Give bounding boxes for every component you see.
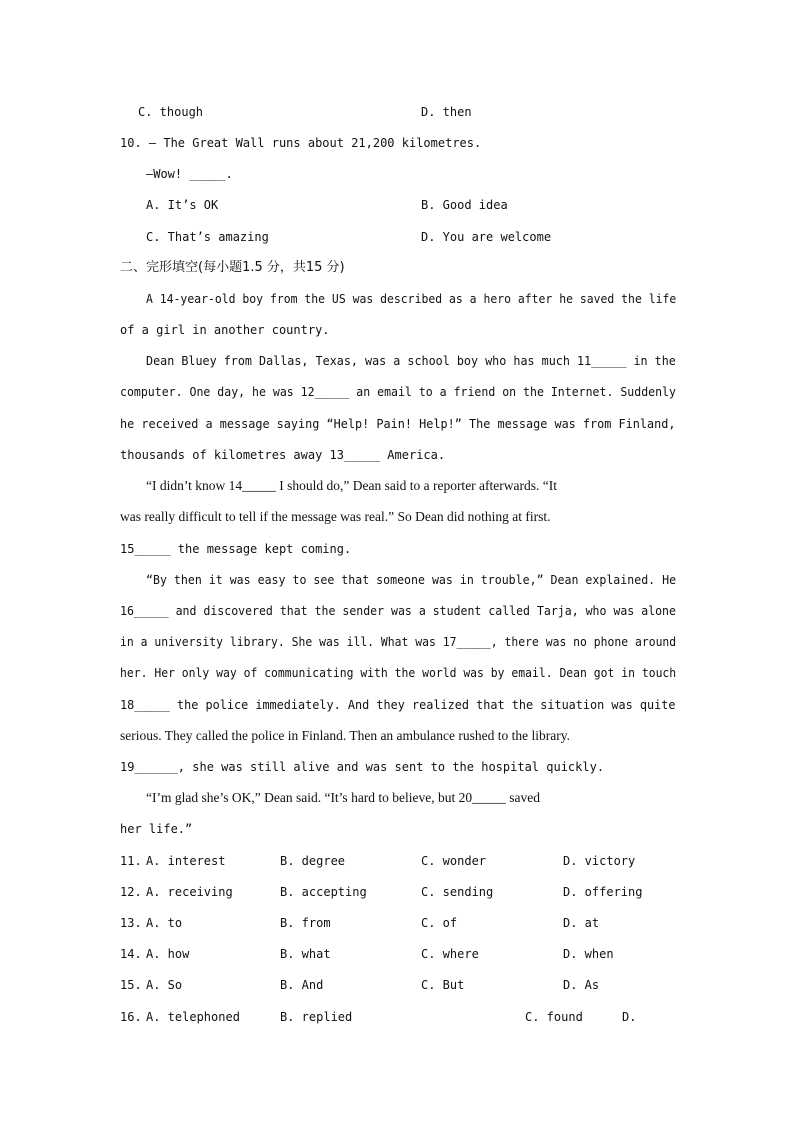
option-row-num: 14. [120,947,142,961]
passage-line: 15_____ the message kept coming. [120,542,352,556]
q9-option-c: C. though [138,105,204,119]
passage-line: computer. One day, he was 12_____ an email to a friend on the Internet. Suddenly [120,385,676,399]
passage-line: 16_____ and discovered that the sender was a student called Tarja, who was alone [120,604,676,618]
option-d: D. [622,1010,637,1024]
option-row-num: 13. [120,916,142,930]
passage-line: 19______, she was still alive and was sent to the hospital quickly. [120,760,605,774]
option-a: A. to [146,916,183,930]
passage-line: Dean Bluey from Dallas, Texas, was a school boy who has much 11_____ in the [146,354,676,368]
passage-line: in a university library. She was ill. What was 17_____, there was no phone around [120,635,677,649]
q10-option-a: A. It’s OK [146,198,219,212]
option-a: A. how [146,947,190,961]
option-d: D. offering [563,885,643,899]
q10-option-b: B. Good idea [421,198,508,212]
option-b: B. And [280,978,324,992]
option-row-num: 11. [120,854,142,868]
option-row-num: 12. [120,885,142,899]
option-d: D. when [563,947,614,961]
passage-line: “By then it was easy to see that someone was in trouble,” Dean explained. He [146,573,677,587]
option-d: D. As [563,978,600,992]
q9-option-d: D. then [421,105,472,119]
option-b: B. what [280,947,331,961]
q10-stem: 10. — The Great Wall runs about 21,200 kilometres. [120,136,482,150]
option-d: D. victory [563,854,636,868]
q10-option-c: C. That’s amazing [146,230,269,244]
passage-line: he received a message saying “Help! Pain! Help!” The message was from Finland, [120,417,676,431]
passage-line: her. Her only way of communicating with the world was by email. Dean got in touch [120,666,677,680]
passage-line: A 14-year-old boy from the US was described as a hero after he saved the life [146,292,677,306]
section-heading: 二、完形填空(每小题1.5 分，共15 分) [120,260,345,275]
q10-option-d: D. You are welcome [421,230,552,244]
passage-line: thousands of kilometres away 13_____ America. [120,448,446,462]
option-a: A. So [146,978,183,992]
option-c: C. found [525,1010,583,1024]
option-a: A. telephoned [146,1010,240,1024]
option-b: B. degree [280,854,346,868]
option-c: C. But [421,978,465,992]
option-c: C. of [421,916,458,930]
option-b: B. replied [280,1010,353,1024]
q10-reply: —Wow! _____. [146,167,233,181]
option-b: B. from [280,916,331,930]
option-a: A. interest [146,854,226,868]
option-a: A. receiving [146,885,233,899]
passage-line: of a girl in another country. [120,323,330,337]
passage-line: was really difficult to tell if the message was real.” So Dean did nothing at first. [120,509,551,524]
option-c: C. where [421,947,479,961]
passage-line: serious. They called the police in Finland. Then an ambulance rushed to the library. [120,728,570,743]
passage-line: her life.” [120,822,193,836]
option-b: B. accepting [280,885,367,899]
passage-line: “I’m glad she’s OK,” Dean said. “It’s hard to believe, but 20_____ saved [146,790,541,805]
passage-line: “I didn’t know 14_____ I should do,” Dean said to a reporter afterwards. “It [146,478,558,493]
option-row-num: 16. [120,1010,142,1024]
option-c: C. sending [421,885,494,899]
option-row-num: 15. [120,978,142,992]
passage-line: 18_____ the police immediately. And they realized that the situation was quite [120,698,676,712]
option-c: C. wonder [421,854,487,868]
option-d: D. at [563,916,600,930]
